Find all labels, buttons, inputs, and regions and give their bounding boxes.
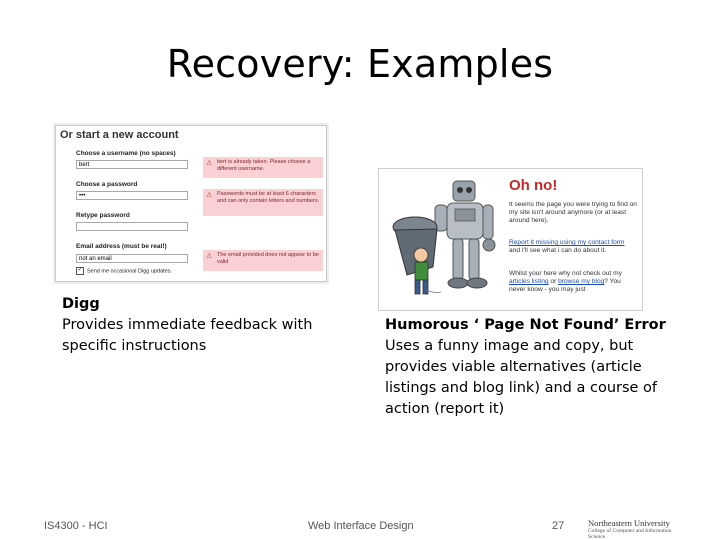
warning-icon: ⚠: [206, 160, 213, 167]
warning-icon: ⚠: [206, 192, 213, 199]
email-label: Email address (must be real!): [76, 243, 167, 250]
email-error-text: The email provided does not appear to be valid: [217, 252, 319, 265]
logo-line-2: College of Computer and Information Science: [588, 528, 672, 540]
digg-form-heading: Or start a new account: [60, 129, 179, 141]
password-label: Choose a password: [76, 181, 138, 188]
updates-checkbox-label: Send me occasional Digg updates.: [87, 268, 172, 275]
articles-listing-link[interactable]: articles listing: [509, 278, 549, 285]
oh-no-paragraph-2: [509, 239, 637, 255]
footer-topic: Web Interface Design: [308, 520, 414, 532]
username-error-text: bert is already taken. Please choose a different username.: [217, 159, 311, 172]
footer-course: IS4300 - HCI: [44, 520, 108, 532]
right-caption-title: Humorous ‘ Page Not Found’ Error: [385, 317, 666, 333]
oh-no-paragraph-3-pre: Whilst your here why not check out my: [509, 270, 622, 277]
university-logo: [588, 518, 678, 540]
warning-icon: ⚠: [206, 253, 213, 260]
right-caption-body: Uses a funny image and copy, but provides viable alternatives (article listings and blog link) and a course of action (report it): [385, 338, 658, 417]
logo-line-1: Northeastern University: [588, 518, 670, 528]
oh-no-paragraph-1: It seems the page you were trying to find on my site isn't around anymore (or at least around here).: [509, 201, 637, 224]
left-caption-body: Provides immediate feedback with specific instructions: [62, 317, 313, 354]
email-error: [203, 250, 323, 271]
password-input[interactable]: •••: [76, 191, 188, 200]
updates-checkbox-row[interactable]: [76, 267, 172, 275]
updates-checkbox[interactable]: ✓: [77, 267, 83, 273]
email-input[interactable]: not an email: [76, 254, 188, 263]
left-caption-title: Digg: [62, 296, 100, 312]
password-error-text: Passwords must be at least 6 characters and can only contain letters and numbers.: [217, 191, 320, 204]
oh-no-paragraph-3-mid: or: [548, 278, 559, 285]
slide-number: 27: [552, 520, 565, 532]
right-caption: [385, 315, 685, 420]
oh-no-paragraph-3-post: ? You never know - you may just: [509, 278, 621, 293]
username-label: Choose a username (no spaces): [76, 150, 176, 157]
oh-no-heading: Oh no!: [509, 177, 558, 194]
contact-form-link[interactable]: Report it missing using my contact form: [509, 239, 625, 246]
left-caption: [62, 294, 342, 357]
retype-password-label: Retype password: [76, 212, 130, 219]
username-error: [203, 157, 323, 178]
digg-signup-screenshot: [55, 125, 327, 282]
page-not-found-screenshot: [378, 168, 643, 311]
retype-password-input[interactable]: [76, 222, 188, 231]
slide-title: Recovery: Examples: [166, 42, 554, 86]
oh-no-paragraph-2-rest: and I'll see what i can do about it.: [509, 247, 607, 254]
oh-no-paragraph-3: [509, 270, 637, 294]
robot-illustration: [385, 175, 509, 305]
username-input[interactable]: bert: [76, 160, 188, 169]
password-error: [203, 189, 323, 216]
browse-blog-link[interactable]: browse my blog: [558, 278, 605, 285]
